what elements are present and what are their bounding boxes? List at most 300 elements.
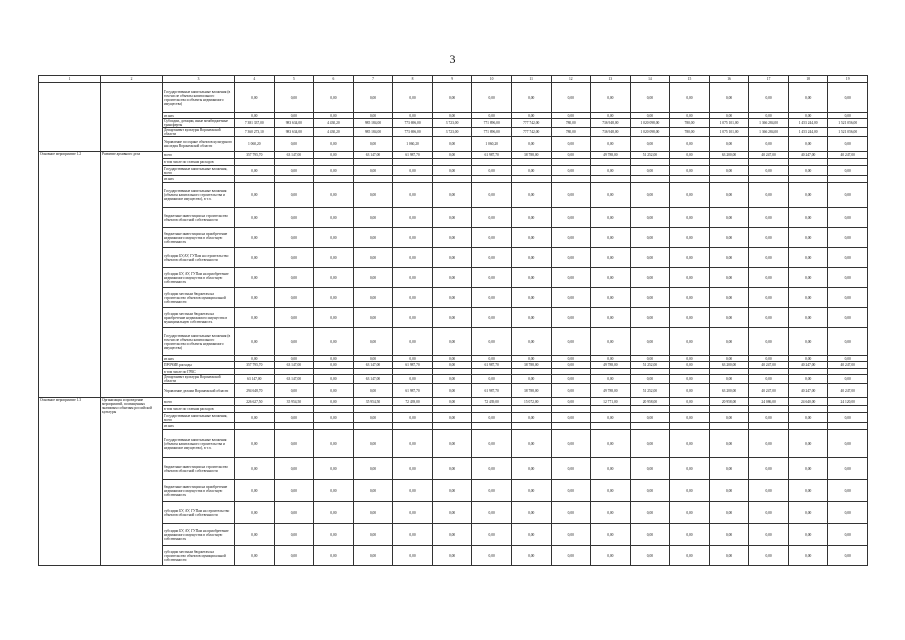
value-cell: 7 381 337,00 <box>235 119 275 128</box>
value-cell: 0,00 <box>591 228 631 248</box>
value-cell: 0,00 <box>670 83 710 113</box>
value-cell: 0,00 <box>511 248 551 268</box>
value-cell: 1 075 101,00 <box>709 119 749 128</box>
value-cell: 0,00 <box>511 137 551 152</box>
column-number: 18 <box>788 76 828 83</box>
value-cell: 0,00 <box>393 480 433 502</box>
value-cell: 0,00 <box>591 308 631 328</box>
value-cell: 0,00 <box>591 546 631 566</box>
value-cell: 0,00 <box>353 480 393 502</box>
value-cell <box>551 423 591 430</box>
value-cell: 0,00 <box>235 480 275 502</box>
value-cell: 0,00 <box>670 248 710 268</box>
value-cell: 0,00 <box>472 248 512 268</box>
value-cell <box>274 159 314 166</box>
value-cell: 0,00 <box>591 524 631 546</box>
value-cell: 0,00 <box>393 228 433 248</box>
value-cell: 0,00 <box>551 248 591 268</box>
column-number: 10 <box>472 76 512 83</box>
column-number: 5 <box>274 76 314 83</box>
value-cell: 0,00 <box>393 268 433 288</box>
value-cell: 0,00 <box>551 502 591 524</box>
value-cell: 1 060,20 <box>393 137 433 152</box>
value-cell: 0,00 <box>314 524 354 546</box>
value-cell: 0,00 <box>630 183 670 208</box>
value-cell: 0,00 <box>472 113 512 119</box>
table-row <box>39 423 868 430</box>
value-cell: 0,00 <box>630 208 670 228</box>
value-cell: 0,00 <box>709 288 749 308</box>
value-cell: 0,00 <box>630 413 670 423</box>
value-cell: 0,00 <box>591 83 631 113</box>
value-cell: 0,00 <box>353 113 393 119</box>
column-number: 2 <box>101 76 163 83</box>
value-cell: 0,00 <box>591 288 631 308</box>
value-cell: 0,00 <box>749 356 789 362</box>
value-cell: 0,00 <box>432 183 472 208</box>
table-row <box>39 406 868 413</box>
value-cell: 0,00 <box>828 524 868 546</box>
value-cell <box>432 406 472 413</box>
value-cell: 15 072,00 <box>511 398 551 406</box>
value-cell: 0,00 <box>551 430 591 458</box>
table-row <box>39 480 868 502</box>
value-cell: 51 252,00 <box>630 384 670 398</box>
value-cell: 63 147,00 <box>353 152 393 159</box>
value-cell: 985 184,00 <box>353 119 393 128</box>
value-cell: 63 147,00 <box>274 375 314 384</box>
value-cell: 61 987,70 <box>393 384 433 398</box>
column-number: 19 <box>828 76 868 83</box>
value-cell: 0,00 <box>511 480 551 502</box>
value-cell: 0,00 <box>353 83 393 113</box>
table-row <box>39 328 868 356</box>
value-cell: 0,00 <box>749 268 789 288</box>
value-cell: 40 247,00 <box>788 362 828 369</box>
table-row <box>39 384 868 398</box>
value-cell: 0,00 <box>353 458 393 480</box>
value-cell: 0,00 <box>314 152 354 159</box>
table-row <box>39 288 868 308</box>
value-cell <box>235 159 275 166</box>
value-cell: 61 987,70 <box>393 152 433 159</box>
expense-label-cell: Управление по охране объектов культурного наследия Воронежской области <box>163 137 235 152</box>
column-number: 11 <box>511 76 551 83</box>
value-cell: 0,00 <box>670 480 710 502</box>
expense-label-cell: в том числе по ГРБС <box>163 369 235 375</box>
expense-label-cell: Государственные капитальные вложения (в том числе объекты капитального строительства и объекты недвижимого имущества) <box>163 83 235 113</box>
value-cell: 0,00 <box>709 268 749 288</box>
table-row <box>39 166 868 176</box>
expense-label-cell: субсидии БУ, АУ, ГУПам на приобретение недвижимого имущества в областную собственность <box>163 524 235 546</box>
value-cell: 0,00 <box>432 208 472 228</box>
table-row <box>39 208 868 228</box>
value-cell: 49 788,00 <box>591 152 631 159</box>
value-cell: 771 896,00 <box>472 119 512 128</box>
expense-label-cell: субсидии БУ, АУ, ГУПам на приобретение недвижимого имущества в областную собственность <box>163 268 235 288</box>
value-cell <box>472 406 512 413</box>
value-cell: 0,00 <box>432 137 472 152</box>
value-cell: 0,00 <box>670 137 710 152</box>
value-cell <box>353 406 393 413</box>
value-cell: 780,00 <box>670 119 710 128</box>
value-cell <box>432 423 472 430</box>
value-cell: 0,00 <box>432 375 472 384</box>
value-cell: 0,00 <box>591 480 631 502</box>
value-cell: 0,00 <box>472 546 512 566</box>
value-cell: 777 742,00 <box>511 119 551 128</box>
value-cell: 0,00 <box>432 398 472 406</box>
value-cell: 773 696,00 <box>393 119 433 128</box>
value-cell: 771 896,00 <box>472 128 512 137</box>
value-cell <box>393 423 433 430</box>
value-cell: 0,00 <box>353 502 393 524</box>
value-cell: 0,00 <box>274 480 314 502</box>
column-number: 13 <box>591 76 631 83</box>
table-row <box>39 152 868 159</box>
value-cell: 0,00 <box>630 137 670 152</box>
value-cell: 0,00 <box>472 183 512 208</box>
value-cell: 0,00 <box>314 137 354 152</box>
value-cell <box>274 423 314 430</box>
value-cell: 0,00 <box>670 398 710 406</box>
value-cell: 0,00 <box>393 288 433 308</box>
value-cell: 0,00 <box>314 288 354 308</box>
value-cell: 0,00 <box>432 413 472 423</box>
value-cell <box>511 176 551 183</box>
value-cell: 0,00 <box>472 208 512 228</box>
value-cell: 0,00 <box>353 356 393 362</box>
value-cell: 0,00 <box>551 288 591 308</box>
value-cell: 0,00 <box>788 413 828 423</box>
value-cell: 294 648,70 <box>235 384 275 398</box>
value-cell: 0,00 <box>709 166 749 176</box>
value-cell: 40 247,00 <box>828 384 868 398</box>
value-cell: 0,00 <box>274 288 314 308</box>
value-cell <box>591 406 631 413</box>
value-cell: 0,00 <box>591 248 631 268</box>
value-cell: 0,00 <box>274 458 314 480</box>
expense-label-cell: бюджетные инвестиции на строительство объектов областной собственности <box>163 458 235 480</box>
value-cell: 0,00 <box>511 208 551 228</box>
value-cell: 0,00 <box>472 413 512 423</box>
value-cell: 0,00 <box>274 502 314 524</box>
value-cell: 61 987,70 <box>393 362 433 369</box>
value-cell: 35 954,50 <box>353 398 393 406</box>
value-cell: 63 147,00 <box>274 362 314 369</box>
value-cell <box>670 176 710 183</box>
expense-label-cell: бюджетные инвестиции на приобретение недвижимого имущества в областную собственность <box>163 480 235 502</box>
value-cell: 63 147,00 <box>274 152 314 159</box>
value-cell: 0,00 <box>709 228 749 248</box>
expense-label-cell: субсидии БУ,АУ, ГУПам на строительство объектов областной собственности <box>163 248 235 268</box>
value-cell: 0,00 <box>274 248 314 268</box>
expense-label-cell: в том числе по статьям расходов <box>163 406 235 413</box>
value-cell: 0,00 <box>670 228 710 248</box>
value-cell: 0,00 <box>709 183 749 208</box>
value-cell: 0,00 <box>591 413 631 423</box>
value-cell: 1 060,20 <box>472 137 512 152</box>
value-cell: 0,00 <box>235 288 275 308</box>
value-cell <box>353 176 393 183</box>
value-cell: 0,00 <box>274 137 314 152</box>
value-cell: 0,00 <box>274 208 314 228</box>
value-cell: 72 439,00 <box>393 398 433 406</box>
table-row <box>39 183 868 208</box>
value-cell: 0,00 <box>788 328 828 356</box>
value-cell: 0,00 <box>828 413 868 423</box>
value-cell: 0,00 <box>551 208 591 228</box>
value-cell: 0,00 <box>749 480 789 502</box>
value-cell: 0,00 <box>314 375 354 384</box>
value-cell: 0,00 <box>353 166 393 176</box>
value-cell: 0,00 <box>314 228 354 248</box>
value-cell: 0,00 <box>749 113 789 119</box>
value-cell: 0,00 <box>788 430 828 458</box>
value-cell: 0,00 <box>630 480 670 502</box>
value-cell: 0,00 <box>472 288 512 308</box>
value-cell <box>551 159 591 166</box>
value-cell <box>788 423 828 430</box>
value-cell <box>630 406 670 413</box>
table-row <box>39 119 868 128</box>
value-cell: 63 200,00 <box>709 362 749 369</box>
value-cell: 0,00 <box>670 152 710 159</box>
value-cell: 1 020 098,00 <box>630 128 670 137</box>
table-row <box>39 375 868 384</box>
value-cell: 40 247,00 <box>788 152 828 159</box>
value-cell <box>235 423 275 430</box>
table-row <box>39 546 868 566</box>
value-cell: 226 627,50 <box>235 398 275 406</box>
value-cell: 0,00 <box>274 183 314 208</box>
value-cell: 0,00 <box>235 502 275 524</box>
value-cell: 0,00 <box>591 430 631 458</box>
value-cell: 0,00 <box>591 166 631 176</box>
value-cell: 0,00 <box>670 458 710 480</box>
value-cell: 0,00 <box>511 308 551 328</box>
value-cell: 0,00 <box>828 228 868 248</box>
value-cell: 0,00 <box>788 288 828 308</box>
value-cell <box>788 159 828 166</box>
value-cell <box>511 406 551 413</box>
value-cell: 0,00 <box>314 328 354 356</box>
value-cell: 0,00 <box>749 524 789 546</box>
value-cell <box>511 423 551 430</box>
value-cell: 3 723,00 <box>432 119 472 128</box>
value-cell: 0,00 <box>432 480 472 502</box>
expense-label-cell: всего <box>163 398 235 406</box>
value-cell: 24 120,00 <box>828 398 868 406</box>
value-cell: 0,00 <box>788 546 828 566</box>
value-cell <box>709 159 749 166</box>
expense-label-cell: из них <box>163 176 235 183</box>
value-cell: 0,00 <box>709 328 749 356</box>
value-cell: 35 954,50 <box>274 398 314 406</box>
value-cell: 0,00 <box>749 308 789 328</box>
value-cell: 0,00 <box>749 248 789 268</box>
measure-code-cell: Основное мероприятие 1.2 <box>39 152 101 398</box>
value-cell: 0,00 <box>670 362 710 369</box>
value-cell: 0,00 <box>828 288 868 308</box>
value-cell: 0,00 <box>670 183 710 208</box>
column-number: 4 <box>235 76 275 83</box>
value-cell: 0,00 <box>432 362 472 369</box>
value-cell: 0,00 <box>788 458 828 480</box>
value-cell: 0,00 <box>670 308 710 328</box>
value-cell: 0,00 <box>353 183 393 208</box>
value-cell: 63 147,00 <box>353 362 393 369</box>
value-cell: 20 958,00 <box>630 398 670 406</box>
value-cell: 0,00 <box>788 502 828 524</box>
value-cell: 0,00 <box>472 166 512 176</box>
value-cell <box>393 406 433 413</box>
value-cell <box>670 423 710 430</box>
value-cell: 0,00 <box>314 356 354 362</box>
value-cell <box>828 423 868 430</box>
column-number: 6 <box>314 76 354 83</box>
value-cell: 0,00 <box>749 458 789 480</box>
value-cell: 0,00 <box>511 430 551 458</box>
value-cell: 0,00 <box>274 524 314 546</box>
value-cell: 0,00 <box>314 458 354 480</box>
value-cell: 49 788,00 <box>591 362 631 369</box>
value-cell <box>353 423 393 430</box>
value-cell: 61 987,70 <box>472 384 512 398</box>
value-cell: 0,00 <box>709 502 749 524</box>
value-cell: 0,00 <box>551 166 591 176</box>
value-cell: 0,00 <box>551 268 591 288</box>
value-cell: 63 200,00 <box>709 384 749 398</box>
budget-table <box>38 75 868 566</box>
value-cell: 0,00 <box>828 458 868 480</box>
value-cell: 0,00 <box>630 83 670 113</box>
value-cell: 0,00 <box>432 113 472 119</box>
value-cell: 0,00 <box>828 430 868 458</box>
value-cell: 0,00 <box>591 375 631 384</box>
value-cell: 0,00 <box>432 248 472 268</box>
table-row <box>39 176 868 183</box>
value-cell: 0,00 <box>828 183 868 208</box>
value-cell: 0,00 <box>551 413 591 423</box>
value-cell: 0,00 <box>314 308 354 328</box>
value-cell: 0,00 <box>314 248 354 268</box>
value-cell: 0,00 <box>670 524 710 546</box>
value-cell: 0,00 <box>235 268 275 288</box>
value-cell: 0,00 <box>551 228 591 248</box>
value-cell <box>472 176 512 183</box>
table-row <box>39 398 868 406</box>
value-cell: 0,00 <box>749 83 789 113</box>
expense-label-cell: из них <box>163 423 235 430</box>
value-cell: 0,00 <box>670 268 710 288</box>
value-cell: 0,00 <box>314 384 354 398</box>
table-row <box>39 362 868 369</box>
value-cell: 0,00 <box>709 356 749 362</box>
value-cell <box>630 176 670 183</box>
value-cell: 49 788,00 <box>591 384 631 398</box>
value-cell: 0,00 <box>551 137 591 152</box>
value-cell: 0,00 <box>709 248 749 268</box>
value-cell: 0,00 <box>828 328 868 356</box>
value-cell <box>314 423 354 430</box>
value-cell: 0,00 <box>591 458 631 480</box>
value-cell: 0,00 <box>274 384 314 398</box>
value-cell: 0,00 <box>670 546 710 566</box>
value-cell: 736 948,00 <box>591 119 631 128</box>
value-cell: 357 795,70 <box>235 152 275 159</box>
measure-code-cell: Основное мероприятие 1.3 <box>39 398 101 566</box>
column-number: 9 <box>432 76 472 83</box>
value-cell: 0,00 <box>235 113 275 119</box>
value-cell: 0,00 <box>235 430 275 458</box>
value-cell: 0,00 <box>353 524 393 546</box>
value-cell: 0,00 <box>472 375 512 384</box>
value-cell: 40 247,00 <box>749 384 789 398</box>
value-cell: 51 252,00 <box>630 362 670 369</box>
value-cell <box>749 406 789 413</box>
value-cell <box>670 406 710 413</box>
value-cell: 0,00 <box>788 248 828 268</box>
value-cell: 0,00 <box>511 458 551 480</box>
value-cell: 0,00 <box>472 308 512 328</box>
value-cell: 0,00 <box>788 375 828 384</box>
value-cell: 0,00 <box>709 546 749 566</box>
value-cell: 0,00 <box>353 228 393 248</box>
value-cell: 0,00 <box>393 356 433 362</box>
value-cell: 0,00 <box>314 480 354 502</box>
expense-label-cell: Государственные капитальные вложения (объекты капитального строительства и недвижимое имущество), в т.ч. <box>163 183 235 208</box>
value-cell: 0,00 <box>788 183 828 208</box>
value-cell: 0,00 <box>432 228 472 248</box>
value-cell: 51 252,00 <box>630 152 670 159</box>
value-cell: 0,00 <box>353 546 393 566</box>
value-cell: 0,00 <box>235 228 275 248</box>
value-cell: 0,00 <box>828 248 868 268</box>
value-cell: 0,00 <box>630 113 670 119</box>
value-cell: 0,00 <box>314 183 354 208</box>
value-cell <box>828 406 868 413</box>
value-cell: 0,00 <box>630 524 670 546</box>
value-cell: 0,00 <box>551 546 591 566</box>
value-cell: 0,00 <box>630 430 670 458</box>
value-cell <box>432 159 472 166</box>
value-cell: 0,00 <box>551 183 591 208</box>
expense-label-cell: Департамент культуры Воронежской области <box>163 128 235 137</box>
value-cell: 0,00 <box>828 113 868 119</box>
value-cell: 0,00 <box>788 208 828 228</box>
value-cell: 0,00 <box>749 430 789 458</box>
value-cell: 0,00 <box>788 480 828 502</box>
expense-label-cell: субсидии местным бюджетам на приобретение недвижимого имущества в муниципальную собственность <box>163 308 235 328</box>
value-cell: 0,00 <box>828 546 868 566</box>
value-cell: 0,00 <box>788 113 828 119</box>
value-cell: 0,00 <box>432 356 472 362</box>
value-cell: 1 521 056,00 <box>828 128 868 137</box>
value-cell: 736 948,00 <box>591 128 631 137</box>
value-cell: 0,00 <box>749 413 789 423</box>
value-cell: 0,00 <box>709 83 749 113</box>
value-cell <box>591 423 631 430</box>
value-cell: 0,00 <box>749 166 789 176</box>
value-cell: 0,00 <box>235 328 275 356</box>
value-cell: 780,00 <box>551 128 591 137</box>
expense-label-cell: субсидии БУ, АУ, ГУПам на строительство объектов областной собственности <box>163 502 235 524</box>
column-number: 15 <box>670 76 710 83</box>
expense-label-cell: Государственные капитальные вложения (объекты капитального строительства и недвижимое имущество), в т.ч. <box>163 430 235 458</box>
value-cell: 0,00 <box>353 328 393 356</box>
value-cell: 24 640,00 <box>788 398 828 406</box>
